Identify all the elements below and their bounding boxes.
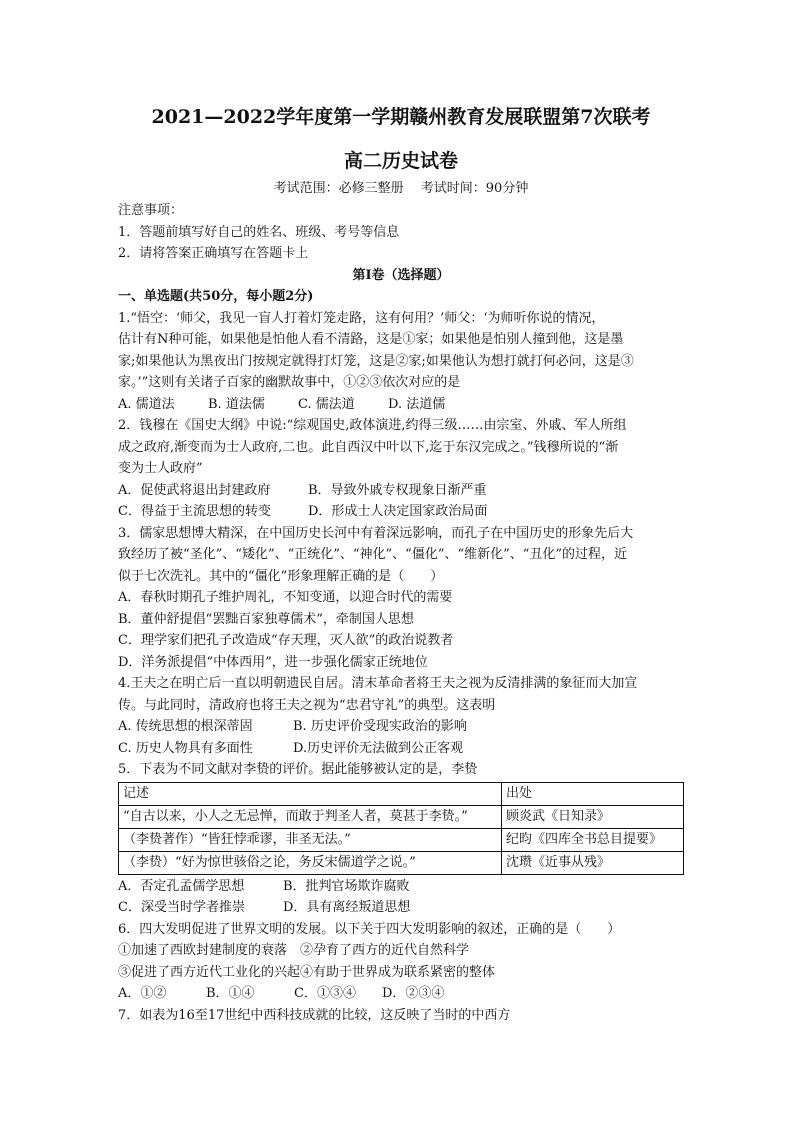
table-header-row <box>119 782 684 805</box>
options-row <box>118 480 684 502</box>
option-b[interactable]: B. 历史评价受现实政治的影响 <box>293 719 467 734</box>
option-c[interactable]: C. 历史人物具有多面性 <box>118 740 253 756</box>
question-stem: 5．下表为不同文献对李贽的评价。据此能够被认定的是，李贽 <box>118 762 478 777</box>
note-item: 2．请将答案正确填写在答题卡上 <box>118 246 309 261</box>
statement-line: ①加速了西欧封建制度的衰落 ②孕育了西方的近代自然科学 <box>118 943 470 958</box>
table-row <box>119 851 684 874</box>
exam-title: 2021—2022学年度第一学期赣州教育发展联盟第7次联考 <box>151 106 651 128</box>
option-c[interactable]: C．理学家们把孔子改造成“存天理，灭人欲”的政治说教者 <box>118 633 454 648</box>
option-b[interactable]: B．批判官场欺诈腐败 <box>283 878 410 894</box>
option-d[interactable]: D.历史评价无法做到公正客观 <box>293 740 464 756</box>
question-1 <box>118 308 684 416</box>
options-row <box>118 716 684 738</box>
question-line: 传。与此同时，清政府也将王夫之视为“忠君守礼”的典型。这表明 <box>118 697 496 713</box>
options-row <box>118 501 684 523</box>
table-cell: （李贽著作）“皆狂悖乖谬，非圣无法。” <box>119 828 502 851</box>
table-header: 记述 <box>119 782 502 805</box>
note-item: 1．答题前填写好自己的姓名、班级、考号等信息 <box>118 224 400 240</box>
question-line: 4.王夫之在明亡后一直以明朝遗民自居。清末革命者将王夫之视为反清排满的象征而大加宣 <box>118 676 638 691</box>
question-line: 家。’”这则有关诸子百家的幽默故事中，①②③依次对应的是 <box>118 375 461 390</box>
evaluation-table <box>118 782 684 875</box>
options-row <box>118 738 684 760</box>
option-a[interactable]: A．①② <box>118 986 167 1001</box>
question-4 <box>118 673 684 759</box>
option-d[interactable]: D．②③④ <box>382 986 445 1001</box>
question-line: 1.“悟空：‘师父，我见一盲人打着灯笼走路，这有何用？’师父：‘为师听你说的情况， <box>118 310 605 326</box>
table-row <box>119 828 684 851</box>
option-a[interactable]: A. 传统思想的根深蒂固 <box>118 719 253 734</box>
exam-page <box>118 104 684 1026</box>
question-3 <box>118 523 684 674</box>
option-b[interactable]: B．①④ <box>206 986 255 1001</box>
exam-meta: 考试范围：必修三整册 考试时间：90分钟 <box>273 181 529 196</box>
option-d[interactable]: D．洋务派提倡“中体西用”，进一步强化儒家正统地位 <box>118 654 428 670</box>
option-c[interactable]: C. 儒法道 <box>298 396 355 412</box>
part-title: 一、单选题(共50分，每小题2分) <box>118 289 314 304</box>
option-a[interactable]: A．促使武将退出封建政府 <box>118 482 271 498</box>
question-7 <box>118 1005 684 1027</box>
question-stem: 7．如表为16至17世纪中西科技成就的比较，这反映了当时的中西方 <box>118 1007 511 1023</box>
table-cell: 顾炎武《日知录》 <box>502 805 684 828</box>
option-b[interactable]: B．董仲舒提倡“罢黜百家独尊儒术”，牵制国人思想 <box>118 611 414 627</box>
question-line: 致经历了被“圣化”、“矮化”、“正统化”、“神化”、“僵化”、“维新化”、“丑化”的过程，近 <box>118 547 628 562</box>
notes-heading: 注意事项： <box>118 203 184 218</box>
question-line: 变为士人政府” <box>118 461 203 476</box>
question-6 <box>118 919 684 1005</box>
section-title: 第Ⅰ卷（选择题） <box>352 267 450 283</box>
exam-subtitle: 高二历史试卷 <box>343 150 458 172</box>
option-b[interactable]: B．导致外戚专权现象日渐严重 <box>308 482 487 498</box>
question-line: 似于七次洗礼。其中的“僵化”形象理解正确的是（ ） <box>118 568 444 584</box>
option-d[interactable]: D．形成士人决定国家政治局面 <box>308 504 488 519</box>
question-line: 估计有N种可能，如果他是怕他人看不清路，这是①家；如果他是怕别人撞到他，这是墨 <box>118 332 624 347</box>
table-header: 出处 <box>502 782 684 805</box>
option-a[interactable]: A．春秋时期孔子维护周礼，不知变通，以迎合时代的需要 <box>118 590 453 605</box>
table-cell: “自古以来，小人之无忌惮，而敢于判圣人者，莫甚于李贽。” <box>119 805 502 828</box>
question-5 <box>118 759 684 919</box>
question-line: 2．钱穆在《国史大纲》中说:“综观国史,政体演进,约得三级……由宗室、外戚、军人所组 <box>118 418 627 433</box>
question-stem: 6．四大发明促进了世界文明的发展。以下关于四大发明影响的叙述，正确的是（ ） <box>118 921 621 937</box>
table-row <box>119 805 684 828</box>
options-row <box>118 876 684 898</box>
option-c[interactable]: C．①③④ <box>294 986 356 1001</box>
question-2 <box>118 415 684 523</box>
option-a[interactable]: A．否定孔孟儒学思想 <box>118 878 245 894</box>
option-d[interactable]: D. 法道儒 <box>388 396 446 412</box>
option-c[interactable]: C．深受当时学者推崇 <box>118 900 245 915</box>
table-cell: 纪昀《四库全书总目提要》 <box>502 828 684 851</box>
table-cell: 沈瓒《近事从残》 <box>502 851 684 874</box>
question-line: 3．儒家思想博大精深，在中国历史长河中有着深远影响，而孔子在中国历史的形象先后大 <box>118 525 634 541</box>
option-d[interactable]: D．具有离经叛道思想 <box>283 900 411 915</box>
option-c[interactable]: C．得益于主流思想的转变 <box>118 504 271 519</box>
question-line: 家;如果他认为黑夜出门按规定就得打灯笼，这是②家;如果他认为想打就打何必问，这是③ <box>118 353 634 369</box>
options-row <box>118 983 684 1005</box>
table-cell: （李贽）“好为惊世骇俗之论，务反宋儒道学之说。” <box>119 851 502 874</box>
question-line: 成之政府,渐变而为士人政府,二也。此自西汉中叶以下,迄于东汉完成之。”钱穆所说的“渐 <box>118 439 619 455</box>
option-b[interactable]: B. 道法儒 <box>208 396 265 412</box>
option-a[interactable]: A. 儒道法 <box>118 396 175 412</box>
options-row <box>118 394 684 416</box>
options-row <box>118 897 684 919</box>
statement-line: ③促进了西方近代工业化的兴起④有助于世界成为联系紧密的整体 <box>118 964 496 980</box>
